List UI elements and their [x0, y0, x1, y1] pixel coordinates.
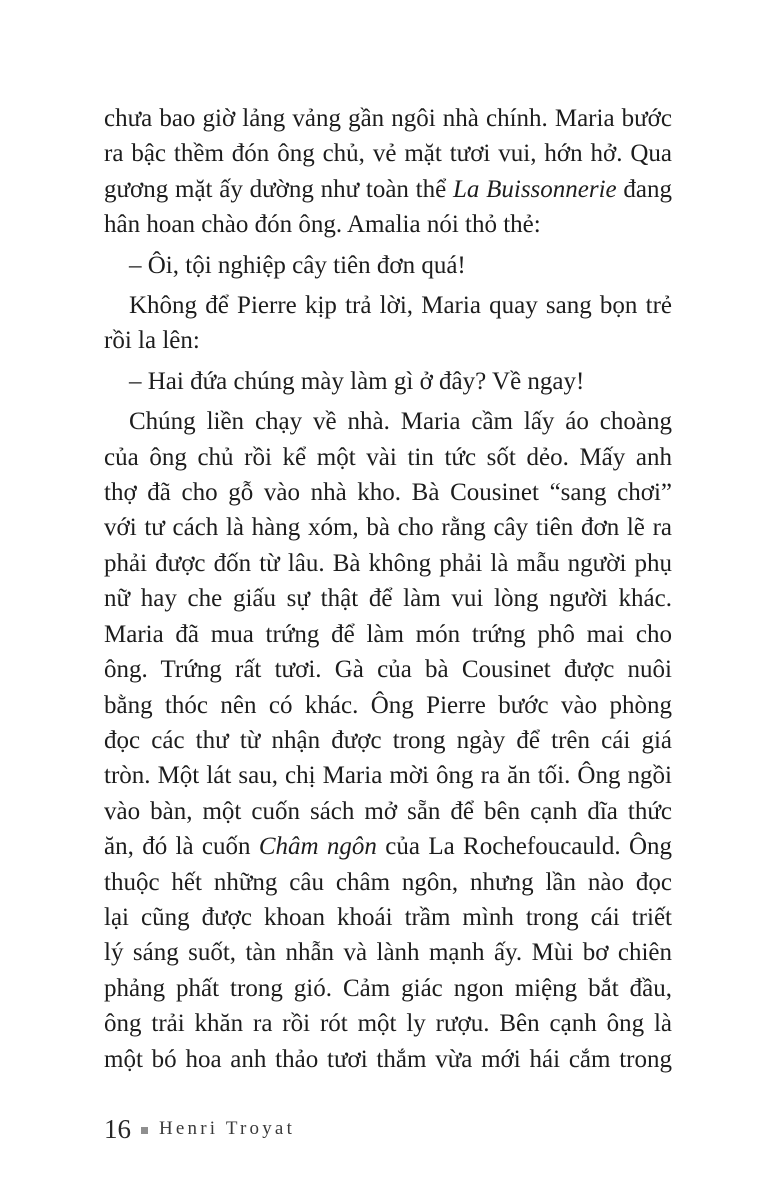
text-segment: đang	[616, 175, 672, 203]
paragraph	[104, 364, 672, 399]
paragraph	[104, 248, 672, 283]
text-segment: – Hai đứa chúng mày làm gì ở đây? Về ngay!	[129, 367, 585, 395]
running-header-author: Henri Troyat	[159, 1118, 296, 1139]
text-line	[104, 101, 672, 136]
text-line	[104, 510, 672, 545]
text-segment: của La Rochefoucauld. Ông	[376, 833, 672, 861]
text-segment: hân hoan chào đón ông. Amalia nói thỏ thẻ:	[104, 211, 541, 239]
text-segment: lại cũng được khoan khoái trầm mình trong cái triết	[104, 903, 672, 931]
text-segment: chưa bao giờ lảng vảng gần ngôi nhà chính. Maria bước	[104, 105, 672, 132]
text-line	[104, 581, 672, 616]
text-segment: Maria đã mua trứng để làm món trứng phô mai cho	[104, 620, 672, 648]
text-segment: Chúng liền chạy về nhà. Maria cầm lấy áo choàng	[129, 408, 672, 436]
text-segment: thợ đã cho gỗ vào nhà kho. Bà Cousinet “sang chơi”	[104, 479, 672, 507]
text-segment: đọc các thư từ nhận được trong ngày để trên cái giá	[104, 726, 672, 754]
paragraph	[104, 101, 672, 243]
paragraph	[104, 404, 672, 1077]
text-line	[104, 546, 672, 581]
text-line	[104, 323, 672, 358]
text-line	[104, 758, 672, 793]
text-line	[104, 248, 672, 283]
text-line	[104, 288, 672, 323]
text-segment: gương mặt ấy dường như toàn thể	[104, 175, 453, 203]
text-segment: – Ôi, tội nghiệp cây tiên đơn quá!	[129, 251, 466, 279]
text-segment: phải được đốn từ lâu. Bà không phải là mẫu người phụ	[104, 549, 672, 577]
text-line	[104, 136, 672, 171]
text-segment: ông. Trứng rất tươi. Gà của bà Cousinet được nuôi	[104, 656, 672, 684]
text-line	[104, 1006, 672, 1041]
text-segment: với tư cách là hàng xóm, bà cho rằng cây tiên đơn lẽ ra	[104, 514, 672, 542]
text-line	[104, 364, 672, 399]
text-segment: phảng phất trong gió. Cảm giác ngon miệng bắt đầu,	[104, 974, 672, 1002]
text-segment: Không để Pierre kịp trả lời, Maria quay sang bọn trẻ	[129, 292, 672, 320]
text-segment: thuộc hết những câu châm ngôn, nhưng lần nào đọc	[104, 868, 672, 896]
text-line	[104, 475, 672, 510]
text-segment: bằng thóc nên có khác. Ông Pierre bước vào phòng	[104, 691, 672, 719]
text-segment: nữ hay che giấu sự thật để làm vui lòng người khác.	[104, 585, 672, 613]
text-line	[104, 794, 672, 829]
text-line	[104, 404, 672, 439]
italic-text-segment: La Buissonnerie	[452, 175, 617, 203]
italic-text-segment: Châm ngôn	[258, 833, 377, 861]
text-line	[104, 172, 672, 207]
text-block	[104, 101, 672, 1077]
text-line	[104, 865, 672, 900]
page-footer	[104, 1112, 295, 1146]
text-segment: vào bàn, một cuốn sách mở sẵn để bên cạnh dĩa thức	[104, 797, 672, 825]
text-line	[104, 971, 672, 1006]
text-segment: ra bậc thềm đón ông chủ, vẻ mặt tươi vui, hớn hở. Qua	[104, 140, 672, 168]
text-segment: ông trải khăn ra rồi rót một ly rượu. Bên cạnh ông là	[104, 1010, 672, 1038]
square-bullet-icon	[141, 1127, 148, 1134]
text-line	[104, 1042, 672, 1077]
text-segment: lý sáng suốt, tàn nhẫn và lành mạnh ấy. Mùi bơ chiên	[104, 939, 672, 967]
text-line	[104, 900, 672, 935]
text-line	[104, 207, 672, 242]
text-segment: tròn. Một lát sau, chị Maria mời ông ra ăn tối. Ông ngồi	[104, 762, 672, 790]
text-segment: rồi la lên:	[104, 327, 200, 355]
text-segment: của ông chủ rồi kể một vài tin tức sốt dẻo. Mấy anh	[104, 443, 672, 471]
text-line	[104, 652, 672, 687]
text-segment: ăn, đó là cuốn	[104, 833, 259, 861]
text-line	[104, 935, 672, 970]
page-number: 16	[104, 1114, 131, 1144]
text-segment: một bó hoa anh thảo tươi thắm vừa mới hái cắm trong	[104, 1045, 672, 1073]
text-line	[104, 617, 672, 652]
paragraph	[104, 288, 672, 359]
text-line	[104, 829, 672, 864]
text-line	[104, 440, 672, 475]
text-line	[104, 688, 672, 723]
text-line	[104, 723, 672, 758]
